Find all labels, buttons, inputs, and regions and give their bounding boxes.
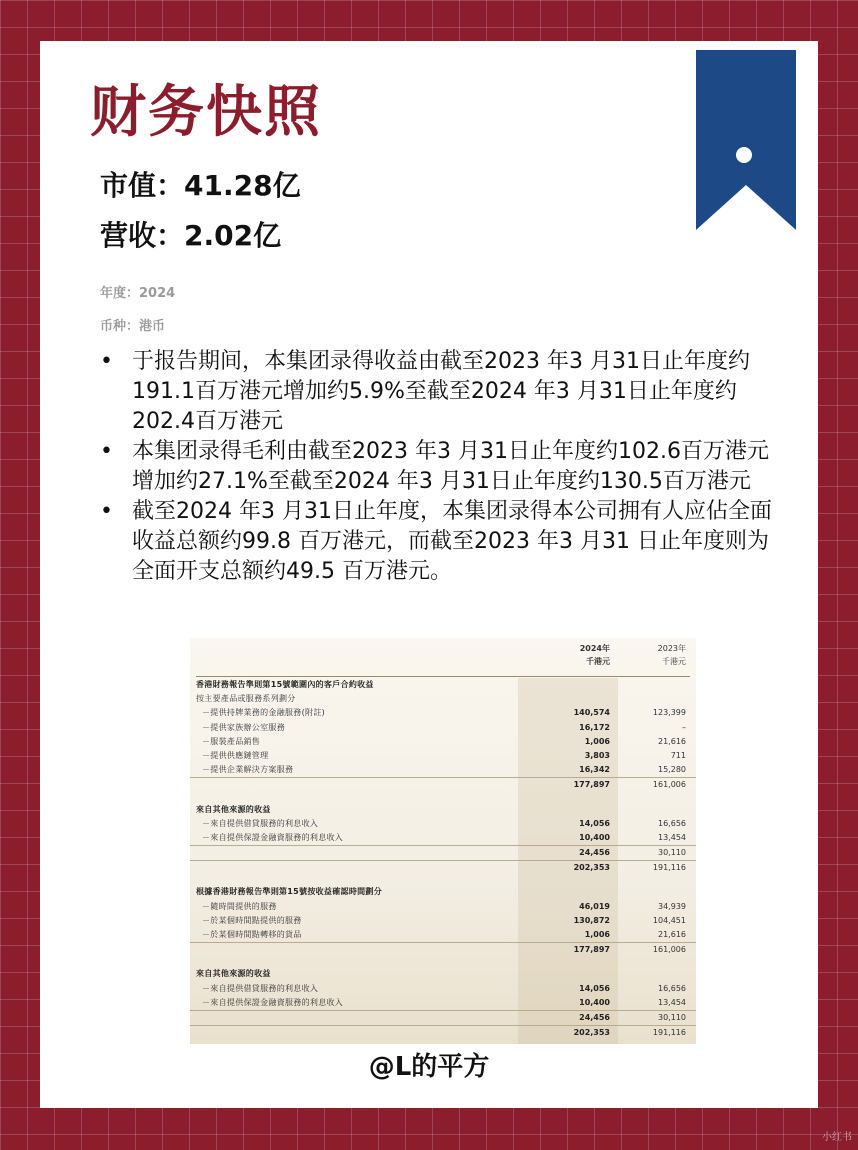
row-label: －隨時間提供的服務 (202, 901, 277, 911)
value-2023: 711 (670, 750, 686, 760)
row-label: －於某個時間點提供的服務 (202, 915, 302, 925)
value-2024: 10,400 (579, 997, 610, 1007)
row-label: 根據香港財務報告準則第15號按收益確認時間劃分 (196, 887, 383, 897)
row-label: －提供企業解決方案服務 (202, 765, 294, 775)
author-signature: @L的平方 (368, 1052, 490, 1082)
header-year: 2024年 (579, 644, 610, 653)
content-card (40, 41, 818, 1108)
table-row (190, 763, 696, 777)
table-row (190, 967, 696, 981)
value-2024: 24,456 (579, 1012, 610, 1022)
value-2023: 34,939 (658, 901, 686, 911)
row-label: 來自其他來源的收益 (196, 804, 271, 814)
header-unit: 千港元 (586, 657, 610, 666)
row-label: －提供家族辦公室服務 (202, 722, 285, 732)
value-2024: 202,353 (573, 1028, 610, 1038)
table-top-rule (196, 676, 690, 677)
table-row (190, 749, 696, 763)
value-2024: 10,400 (579, 832, 610, 842)
table-header-2023 (620, 642, 686, 668)
table-row (190, 845, 696, 860)
table-header-2024 (540, 642, 610, 668)
value-2024: 177,897 (573, 945, 610, 955)
value-2024: 14,056 (579, 983, 610, 993)
table-row (190, 982, 696, 996)
table-row (190, 1010, 696, 1025)
table-section-gap (190, 957, 696, 967)
value-2023: 191,116 (652, 1028, 686, 1038)
value-2023: 21,616 (658, 736, 686, 746)
value-2024: 46,019 (579, 901, 610, 911)
value-2023: 15,280 (658, 765, 686, 775)
row-label: －提供持牌業務的金融服務(附註) (202, 708, 326, 718)
row-label: 按主要產品或服務系列劃分 (196, 694, 296, 704)
table-row (190, 860, 696, 875)
value-2023: 21,616 (658, 930, 686, 939)
table-row (190, 885, 696, 899)
value-2023: 16,656 (658, 818, 686, 828)
row-label: －來自提供保證金融資服務的利息收入 (202, 832, 344, 842)
header-unit: 千港元 (662, 657, 686, 666)
bullet-item (100, 437, 780, 497)
table-row (190, 735, 696, 749)
bullet-text: 本集团录得毛利由截至2023 年3 月31日止年度约102.6百万港元增加约27.1%至截至2024 年3 月31日止年度约130.5百万港元 (132, 439, 769, 494)
header-year: 2023年 (657, 644, 686, 653)
value-2023: 191,116 (652, 863, 686, 873)
value-2024: 16,172 (579, 722, 610, 732)
value-2023: 13,454 (658, 997, 686, 1007)
value-2023: 13,454 (658, 832, 686, 842)
value-2023: 30,110 (658, 1012, 686, 1022)
value-2023: 123,399 (652, 708, 686, 718)
table-row (190, 706, 696, 720)
table-row (190, 1025, 696, 1040)
row-label: 來自其他來源的收益 (196, 969, 271, 979)
row-label: －來自提供借貸服務的利息收入 (202, 818, 319, 828)
table-row (190, 817, 696, 831)
summary-bullets (100, 347, 780, 587)
market-cap-stat: 市值：41.28亿 (100, 169, 301, 202)
bullet-icon: • (100, 499, 113, 524)
row-label: －提供供應鏈管理 (202, 750, 269, 760)
revenue-breakdown-table (190, 638, 696, 1044)
value-2024: 24,456 (579, 848, 610, 858)
value-2024: 3,803 (584, 750, 610, 760)
row-label: －來自提供借貸服務的利息收入 (202, 983, 319, 993)
value-2023: 16,656 (658, 983, 686, 993)
row-label: －服裝產品銷售 (202, 736, 261, 746)
value-2024: 130,872 (573, 915, 610, 925)
page-title: 财务快照 (90, 80, 322, 145)
value-2024: 140,574 (573, 708, 610, 718)
bullet-item (100, 347, 780, 437)
value-2023: 104,451 (652, 915, 686, 925)
table-section-gap (190, 875, 696, 885)
table-row (190, 777, 696, 792)
value-2024: 1,006 (584, 930, 610, 939)
bookmark-dot (736, 147, 752, 163)
value-2024: 177,897 (573, 780, 610, 790)
currency-label: 币种：港币 (100, 319, 166, 334)
table-body (190, 678, 696, 1040)
revenue-stat: 营收：2.02亿 (100, 219, 282, 252)
table-row (190, 721, 696, 735)
year-label: 年度：2024 (100, 286, 176, 301)
value-2023: 161,006 (652, 780, 686, 790)
bullet-icon: • (100, 349, 113, 374)
table-section-gap (190, 793, 696, 803)
bullet-text: 于报告期间，本集团录得收益由截至2023 年3 月31日止年度约191.1百万港元增加约5.9%至截至2024 年3 月31日止年度约202.4百万港元 (132, 349, 750, 434)
bookmark-icon (696, 50, 796, 230)
value-2024: 1,006 (584, 736, 610, 746)
value-2023: – (682, 722, 686, 732)
value-2023: 30,110 (658, 848, 686, 858)
table-row (190, 942, 696, 957)
bullet-icon: • (100, 439, 113, 464)
table-row (190, 900, 696, 914)
value-2024: 202,353 (573, 863, 610, 873)
table-row (190, 996, 696, 1010)
value-2024: 14,056 (579, 818, 610, 828)
table-row (190, 831, 696, 845)
row-label: －來自提供保證金融資服務的利息收入 (202, 997, 344, 1007)
table-row (190, 692, 696, 706)
table-row (190, 914, 696, 928)
row-label: －於某個時間點轉移的貨品 (202, 930, 302, 939)
table-row (190, 678, 696, 692)
bullet-item (100, 497, 780, 587)
table-row (190, 803, 696, 817)
bullet-text: 截至2024 年3 月31日止年度，本集团录得本公司拥有人应佔全面收益总额约99.8 百万港元，而截至2023 年3 月31 日止年度则为全面开支总额约49.5 百万港元。 (132, 499, 772, 584)
table-row (190, 928, 696, 942)
value-2024: 16,342 (579, 765, 610, 775)
row-label: 香港財務報告準則第15號範圍內的客戶合約收益 (196, 680, 374, 689)
watermark-badge: 小红书 (822, 1132, 852, 1143)
value-2023: 161,006 (652, 945, 686, 955)
